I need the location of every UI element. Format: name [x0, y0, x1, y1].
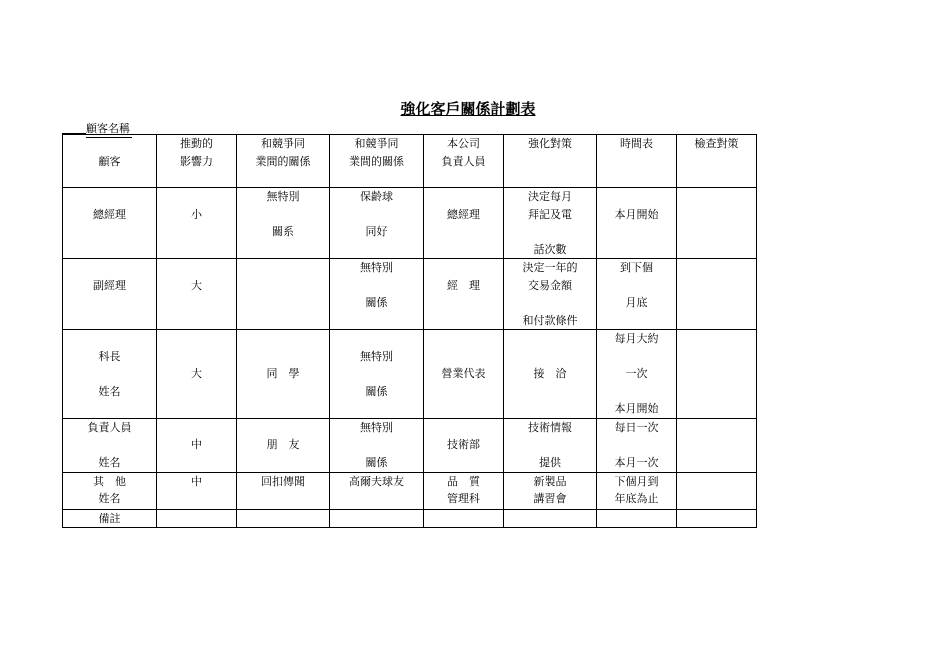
cell-text: 中 [191, 474, 202, 488]
cell-text [237, 330, 329, 348]
cell-text: 本月開始 [614, 207, 659, 221]
cell-customer [63, 472, 157, 509]
cell-text: 技術部 [447, 438, 480, 451]
cell-text [237, 419, 329, 437]
cell-text [597, 436, 676, 454]
cell-text: 和付款條件 [522, 313, 578, 327]
cell-text: 品 質 [447, 474, 480, 488]
cell-schedule [597, 259, 677, 330]
cell-text: 檢查對策 [694, 137, 739, 150]
cell-text [677, 473, 756, 491]
cell-text [157, 259, 236, 277]
cell-text [424, 259, 503, 277]
cell-rival-relation-1 [237, 188, 330, 259]
cell-text [330, 206, 423, 224]
cell-text: 科長 [98, 349, 121, 363]
cell-text [504, 223, 596, 241]
cell-text: 副經理 [93, 278, 126, 292]
cell-text [597, 348, 676, 366]
cell-schedule [597, 135, 677, 188]
cell-customer [63, 135, 157, 188]
cell-text [677, 330, 756, 348]
cell-text: 每月大約 [614, 332, 659, 345]
cell-text [597, 153, 676, 171]
cell-customer [63, 330, 157, 419]
page-title: 強化客戶關係計劃表 [400, 100, 536, 118]
cell-text [424, 419, 503, 437]
cell-text: 備註 [98, 511, 121, 525]
cell-text [504, 436, 596, 454]
cell-text [237, 259, 329, 277]
cell-influence [157, 472, 237, 509]
cell-text [677, 188, 756, 206]
cell-text [63, 365, 156, 383]
cell-text [504, 294, 596, 312]
cell-rival-relation-2 [330, 509, 424, 528]
cell-text [63, 259, 156, 277]
cell-text: 和競爭同 [354, 137, 399, 150]
cell-text: 和競爭同 [261, 137, 305, 150]
cell-rival-relation-2 [330, 472, 424, 509]
cell-staff [424, 259, 504, 330]
cell-text: 中 [191, 438, 202, 451]
cell-rival-relation-1 [237, 330, 330, 419]
cell-text [237, 348, 329, 366]
cell-text: 大 [191, 367, 202, 380]
cell-text: 高爾夫球友 [349, 474, 404, 488]
cell-text: 本月一次 [614, 455, 659, 469]
cell-text [237, 206, 329, 224]
cell-influence [157, 135, 237, 188]
cell-text: 經 理 [447, 278, 480, 292]
cell-text: 姓名 [98, 384, 121, 398]
table-row [63, 188, 757, 259]
cell-staff [424, 330, 504, 419]
cell-text: 技術情報 [528, 420, 572, 434]
cell-text: 強化對策 [528, 137, 572, 150]
cell-rival-relation-1 [237, 472, 330, 509]
table-row [63, 472, 757, 509]
cell-rival-relation-2 [330, 135, 424, 188]
cell-text [63, 188, 156, 206]
cell-text: 負責人員 [441, 154, 486, 168]
cell-text [597, 188, 676, 206]
cell-text: 無特別 [360, 261, 393, 274]
cell-text: 關係 [365, 296, 388, 309]
cell-text [237, 510, 329, 528]
cell-text: 營業代表 [441, 367, 486, 380]
cell-text [330, 510, 423, 528]
cell-rival-relation-1 [237, 259, 330, 330]
cell-text: 業間的關係 [349, 154, 404, 168]
cell-text: 拜記及電 [528, 207, 572, 221]
cell-text: 管理科 [447, 492, 480, 505]
cell-text: 總經理 [447, 207, 480, 221]
cell-text: 話次數 [533, 242, 567, 256]
cell-text: 下個月到 [614, 474, 659, 488]
cell-measure [504, 135, 597, 188]
cell-text [424, 510, 503, 528]
cell-text: 本月開始 [614, 402, 659, 415]
cell-schedule [597, 188, 677, 259]
cell-customer [63, 259, 157, 330]
cell-text [330, 277, 423, 295]
cell-measure [504, 259, 597, 330]
cell-staff [424, 472, 504, 509]
cell-text: 其 他 [93, 474, 126, 488]
table-row [63, 509, 757, 528]
cell-text [157, 330, 236, 348]
cell-text: 無特別 [360, 349, 393, 363]
cell-text: 大 [191, 278, 202, 292]
client-name-label: 顧客名稱 [86, 120, 132, 138]
cell-text: 推動的 [180, 137, 213, 150]
cell-measure [504, 509, 597, 528]
cell-staff [424, 509, 504, 528]
cell-text [424, 188, 503, 206]
cell-text: 講習會 [533, 492, 567, 505]
cell-rival-relation-2 [330, 188, 424, 259]
cell-text [597, 510, 676, 528]
cell-text: 影響力 [180, 154, 213, 168]
cell-text: 同 學 [266, 367, 300, 380]
cell-rival-relation-2 [330, 418, 424, 472]
cell-influence [157, 330, 237, 419]
cell-text: 交易金額 [528, 278, 572, 292]
cell-schedule [597, 330, 677, 419]
header-row [63, 135, 757, 188]
cell-text: 時間表 [620, 137, 653, 150]
cell-text [597, 277, 676, 295]
cell-text: 姓名 [98, 455, 121, 469]
cell-text: 提供 [539, 455, 561, 469]
cell-text [504, 348, 596, 366]
cell-text [677, 259, 756, 277]
cell-text: 關係 [365, 384, 388, 398]
cell-text [504, 510, 596, 528]
cell-text: 年底為止 [614, 492, 659, 505]
cell-text [424, 348, 503, 366]
cell-text [157, 419, 236, 437]
cell-customer [63, 188, 157, 259]
cell-influence [157, 509, 237, 528]
cell-text: 月底 [625, 296, 648, 309]
cell-rival-relation-2 [330, 259, 424, 330]
cell-text [677, 153, 756, 171]
cell-text: 一次 [625, 367, 648, 380]
cell-text [157, 188, 236, 206]
cell-text: 決定一年的 [522, 261, 578, 274]
plan-table [62, 134, 757, 528]
cell-rival-relation-2 [330, 330, 424, 419]
cell-text: 朋 友 [266, 438, 300, 451]
cell-text [504, 330, 596, 348]
cell-check [677, 259, 757, 330]
cell-schedule [597, 509, 677, 528]
table-row [63, 259, 757, 330]
cell-measure [504, 188, 597, 259]
cell-customer [63, 509, 157, 528]
cell-rival-relation-1 [237, 509, 330, 528]
cell-text [330, 330, 423, 348]
cell-text: 決定每月 [528, 190, 572, 203]
cell-text [63, 436, 156, 454]
cell-staff [424, 188, 504, 259]
cell-rival-relation-1 [237, 418, 330, 472]
cell-text: 總經理 [93, 207, 126, 221]
cell-text: 每日一次 [614, 420, 659, 434]
cell-text [677, 419, 756, 437]
cell-text: 保齡球 [360, 190, 393, 203]
cell-text [157, 348, 236, 366]
cell-text [677, 510, 756, 528]
cell-measure [504, 330, 597, 419]
cell-text [63, 330, 156, 348]
cell-influence [157, 188, 237, 259]
cell-check [677, 188, 757, 259]
table-row [63, 330, 757, 419]
cell-influence [157, 259, 237, 330]
cell-text [504, 153, 596, 171]
cell-rival-relation-1 [237, 135, 330, 188]
cell-text: 本公司 [447, 137, 480, 150]
cell-text [63, 135, 156, 153]
cell-text: 無特別 [360, 420, 393, 434]
cell-text [330, 365, 423, 383]
cell-check [677, 509, 757, 528]
cell-text: 接 洽 [533, 367, 567, 380]
cell-text [157, 510, 236, 528]
cell-text: 新製品 [533, 474, 567, 488]
cell-text: 回扣傳聞 [261, 474, 305, 488]
cell-schedule [597, 418, 677, 472]
cell-measure [504, 472, 597, 509]
cell-text [330, 436, 423, 454]
cell-text: 姓名 [98, 492, 121, 505]
cell-text: 無特別 [266, 190, 300, 203]
cell-customer [63, 418, 157, 472]
cell-text: 小 [191, 207, 202, 221]
cell-check [677, 418, 757, 472]
cell-text: 顧客 [98, 154, 121, 168]
cell-influence [157, 418, 237, 472]
table-row [63, 418, 757, 472]
cell-text: 業間的關係 [255, 154, 311, 168]
cell-schedule [597, 472, 677, 509]
cell-text: 關係 [365, 455, 388, 469]
cell-text: 負責人員 [87, 420, 132, 434]
cell-measure [504, 418, 597, 472]
cell-text: 同好 [365, 225, 388, 238]
cell-check [677, 135, 757, 188]
cell-staff [424, 135, 504, 188]
cell-check [677, 472, 757, 509]
cell-staff [424, 418, 504, 472]
cell-text: 到下個 [620, 261, 653, 274]
cell-text [424, 330, 503, 348]
cell-text [597, 383, 676, 401]
cell-text: 關系 [272, 225, 294, 238]
cell-check [677, 330, 757, 419]
